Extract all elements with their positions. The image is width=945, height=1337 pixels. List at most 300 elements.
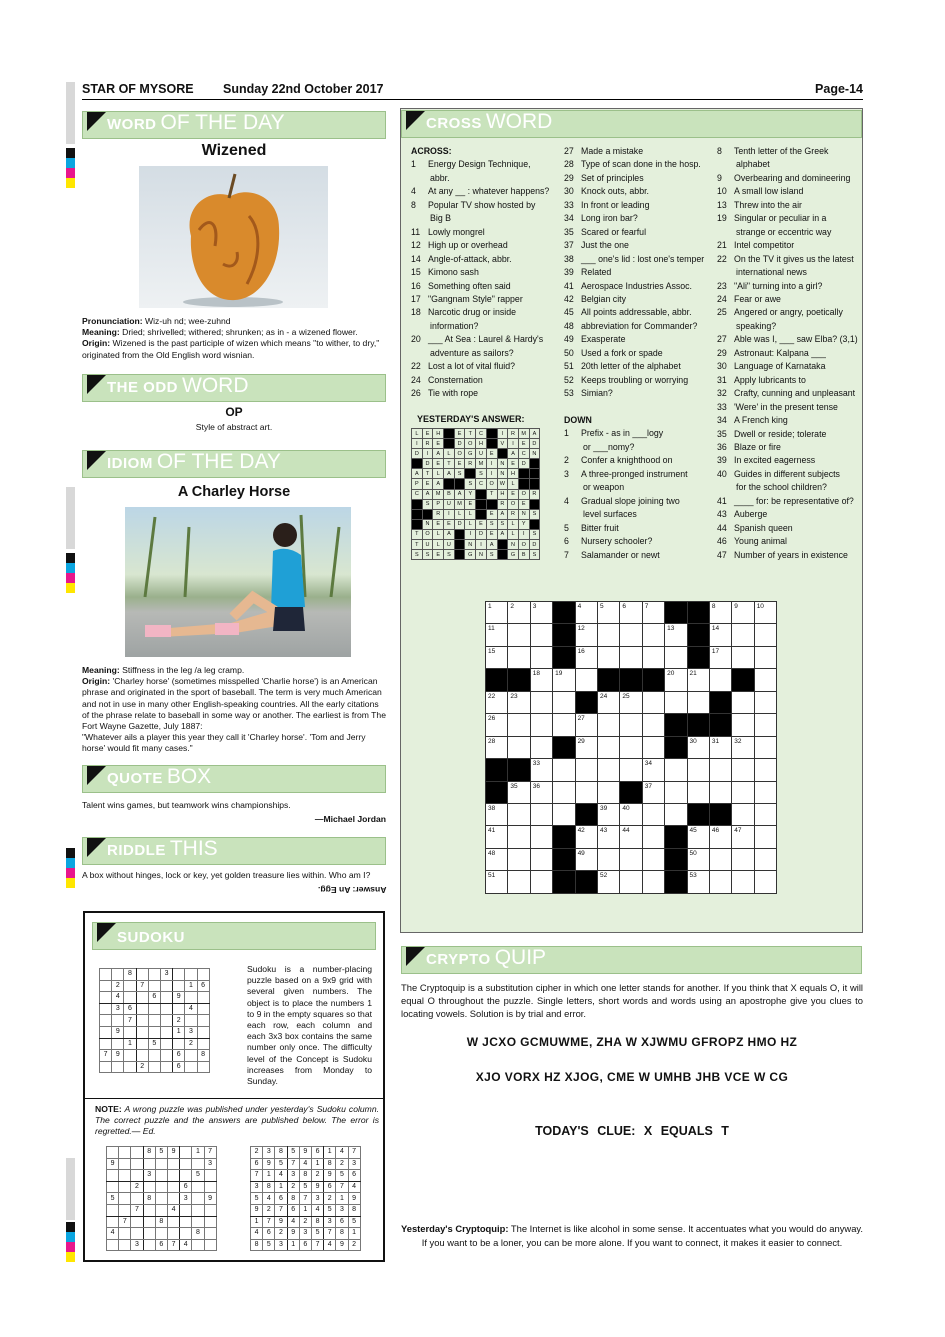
sudoku-cell[interactable]: 4 [185, 1003, 197, 1015]
crossword-cell[interactable]: 48 [486, 848, 508, 870]
crossword-cell[interactable]: 29 [575, 736, 597, 758]
crossword-cell[interactable]: 14 [709, 624, 731, 646]
crossword-cell[interactable] [597, 848, 619, 870]
crossword-cell[interactable] [687, 759, 709, 781]
sudoku-cell[interactable] [160, 980, 172, 992]
sudoku-cell[interactable]: 9 [112, 1026, 124, 1038]
clue-text: Angered or angry, poetically [734, 307, 843, 318]
crossword-cell[interactable] [575, 759, 597, 781]
clue-number: 35 [717, 428, 727, 439]
sudoku-cell[interactable]: 9 [112, 1050, 124, 1062]
answer-cell: W [497, 479, 508, 489]
margin-strip [66, 1158, 75, 1220]
crossword-cell[interactable] [709, 781, 731, 803]
clue [564, 481, 714, 494]
sudoku-cell[interactable] [100, 1038, 112, 1050]
answer-cell [454, 540, 465, 550]
sudoku-cell[interactable] [100, 969, 112, 981]
crossword-cell[interactable] [754, 871, 776, 893]
sudoku-cell[interactable] [100, 992, 112, 1004]
sudoku-cell[interactable]: 6 [173, 1061, 185, 1073]
crossword-cell[interactable] [530, 714, 552, 736]
clue [564, 172, 714, 185]
sudoku-cell: 6 [251, 1158, 263, 1170]
sudoku-cell[interactable]: 9 [173, 992, 185, 1004]
sudoku-cell[interactable] [173, 1038, 185, 1050]
sudoku-cell[interactable] [185, 992, 197, 1004]
crossword-cell[interactable] [530, 736, 552, 758]
crossword-cell[interactable]: 20 [665, 669, 687, 691]
crossword-cell[interactable] [620, 848, 642, 870]
crossword-cell[interactable]: 34 [642, 759, 664, 781]
answer-cell [486, 499, 497, 509]
heading-light: BOX [166, 765, 212, 788]
sudoku-cell[interactable] [197, 1026, 209, 1038]
clue [717, 535, 863, 548]
crossword-cell[interactable]: 13 [665, 624, 687, 646]
crossword-cell[interactable] [508, 826, 530, 848]
sudoku-cell[interactable]: 1 [173, 1026, 185, 1038]
crossword-cell[interactable]: 5 [597, 602, 619, 624]
answer-cell: R [433, 509, 444, 519]
crossword-cell[interactable]: 30 [687, 736, 709, 758]
sudoku-cell [192, 1193, 204, 1205]
crossword-cell[interactable] [620, 871, 642, 893]
clue-text: Belgian city [581, 293, 626, 304]
sudoku-cell[interactable] [160, 1038, 172, 1050]
answer-cell: E [433, 459, 444, 469]
answer-cell: N [422, 519, 433, 529]
crossword-cell[interactable] [553, 714, 575, 736]
crossword-cell[interactable] [754, 736, 776, 758]
sudoku-cell[interactable]: 7 [100, 1050, 112, 1062]
crossword-cell[interactable] [665, 803, 687, 825]
crossword-cell[interactable]: 42 [575, 826, 597, 848]
crossword-cell[interactable] [553, 803, 575, 825]
crossword-cell[interactable] [508, 646, 530, 668]
sudoku-cell[interactable] [148, 1050, 160, 1062]
crossword-cell[interactable] [597, 624, 619, 646]
crossword-cell[interactable] [642, 624, 664, 646]
clue-number: 1 [411, 159, 416, 170]
crossword-cell[interactable] [754, 781, 776, 803]
clue-number: 42 [564, 293, 574, 304]
crossword-cell[interactable]: 52 [597, 871, 619, 893]
crossword-cell[interactable] [732, 848, 754, 870]
sudoku-cell[interactable] [148, 969, 160, 981]
crossword-cell[interactable]: 53 [687, 871, 709, 893]
sudoku-cell[interactable] [173, 1003, 185, 1015]
crossword-cell[interactable] [508, 871, 530, 893]
sudoku-cell[interactable]: 3 [112, 1003, 124, 1015]
crossword-cell[interactable]: 7 [642, 602, 664, 624]
crossword-cell[interactable] [687, 691, 709, 713]
clue-number: 34 [564, 213, 574, 224]
sudoku-cell: 6 [299, 1239, 311, 1251]
crossword-cell[interactable]: 19 [553, 669, 575, 691]
sudoku-cell[interactable] [160, 992, 172, 1004]
answer-cell: V [497, 439, 508, 449]
clue [411, 333, 561, 346]
clue [411, 374, 561, 387]
sudoku-cell [143, 1216, 155, 1228]
crossword-cell[interactable] [508, 714, 530, 736]
crossword-cell[interactable]: 9 [732, 602, 754, 624]
sudoku-cell[interactable]: 7 [136, 980, 148, 992]
crossword-cell[interactable]: 44 [620, 826, 642, 848]
sudoku-cell[interactable]: 1 [124, 1038, 136, 1050]
sudoku-cell: 7 [275, 1204, 287, 1216]
crossword-cell[interactable] [553, 781, 575, 803]
crossword-cell[interactable] [575, 781, 597, 803]
sudoku-cell[interactable]: 6 [124, 1003, 136, 1015]
sudoku-cell: 1 [299, 1204, 311, 1216]
sudoku-cell[interactable] [124, 1050, 136, 1062]
crossword-cell[interactable]: 40 [620, 803, 642, 825]
sudoku-cell: 3 [336, 1204, 348, 1216]
answer-cell: Y [518, 519, 529, 529]
sudoku-cell[interactable] [197, 969, 209, 981]
clue-number: 36 [717, 441, 727, 452]
crossword-cell[interactable] [597, 646, 619, 668]
crossword-cell[interactable]: 28 [486, 736, 508, 758]
sudoku-cell: 9 [324, 1170, 336, 1182]
crossword-cell[interactable]: 32 [732, 736, 754, 758]
answer-cell: N [529, 449, 540, 459]
sudoku-cell[interactable]: 5 [148, 1038, 160, 1050]
crossword-cell[interactable] [732, 691, 754, 713]
crossword-cell[interactable] [642, 871, 664, 893]
sudoku-cell[interactable]: 4 [112, 992, 124, 1004]
crossword-cell[interactable] [508, 736, 530, 758]
crossword-cell[interactable] [709, 669, 731, 691]
sudoku-cell[interactable]: 6 [197, 980, 209, 992]
sudoku-cell: 4 [348, 1181, 360, 1193]
crossword-cell[interactable] [575, 669, 597, 691]
crossword-cell[interactable]: 3 [530, 602, 552, 624]
sudoku-cell: 2 [131, 1181, 143, 1193]
crossword-cell[interactable]: 10 [754, 602, 776, 624]
crossword-cell[interactable]: 17 [709, 646, 731, 668]
black-cell [620, 781, 642, 803]
sudoku-note [95, 1104, 379, 1138]
crossword-cell[interactable] [732, 781, 754, 803]
sudoku-cell: 1 [348, 1228, 360, 1240]
crossword-cell[interactable]: 12 [575, 624, 597, 646]
sudoku-answer-grid [250, 1146, 361, 1251]
sudoku-cell: 3 [324, 1216, 336, 1228]
crossword-cell[interactable]: 43 [597, 826, 619, 848]
crossword-cell[interactable] [642, 646, 664, 668]
answer-cell [476, 499, 487, 509]
crossword-cell[interactable]: 11 [486, 624, 508, 646]
sudoku-cell: 8 [143, 1193, 155, 1205]
crossword-cell[interactable] [665, 691, 687, 713]
heading-bold: QUOTE [107, 770, 163, 787]
crossword-cell[interactable] [530, 871, 552, 893]
crossword-cell[interactable] [530, 826, 552, 848]
sudoku-cell[interactable] [185, 1015, 197, 1027]
answer-cell: R [465, 459, 476, 469]
crossword-cell[interactable] [754, 848, 776, 870]
sudoku-cell[interactable] [100, 1003, 112, 1015]
crossword-cell[interactable]: 2 [508, 602, 530, 624]
crossword-cell[interactable] [620, 646, 642, 668]
sudoku-cell [204, 1239, 216, 1251]
sudoku-cell[interactable] [197, 1003, 209, 1015]
crossword-cell[interactable] [530, 646, 552, 668]
clue-text: Confer a knighthood on [581, 455, 673, 466]
sudoku-cell[interactable] [136, 992, 148, 1004]
crossword-cell[interactable]: 45 [687, 826, 709, 848]
crossword-cell[interactable]: 31 [709, 736, 731, 758]
sudoku-cell[interactable] [100, 1061, 112, 1073]
crossword-cell[interactable] [665, 646, 687, 668]
clue-text: Able was I, ___ saw Elba? (3,1) [734, 334, 858, 345]
black-cell [687, 624, 709, 646]
crossword-cell[interactable] [754, 826, 776, 848]
sudoku-cell: 3 [311, 1193, 323, 1205]
sudoku-cell[interactable] [148, 980, 160, 992]
sudoku-cell[interactable] [173, 969, 185, 981]
clue-text: ___ At Sea : Laurel & Hardy's [428, 334, 544, 345]
crossword-cell[interactable]: 6 [620, 602, 642, 624]
crossword-cell[interactable] [754, 803, 776, 825]
crossword-cell[interactable]: 24 [597, 691, 619, 713]
crossword-cell[interactable] [754, 624, 776, 646]
clue-text: Kimono sash [428, 267, 479, 278]
sudoku-cell: 9 [348, 1193, 360, 1205]
crossword-cell[interactable] [732, 624, 754, 646]
crossword-cell[interactable]: 26 [486, 714, 508, 736]
crossword-cell[interactable]: 16 [575, 646, 597, 668]
sudoku-cell: 7 [348, 1147, 360, 1159]
sudoku-cell[interactable]: 1 [185, 980, 197, 992]
crossword-cell[interactable] [709, 848, 731, 870]
sudoku-cell[interactable]: 6 [148, 992, 160, 1004]
sudoku-cell[interactable] [197, 1015, 209, 1027]
crossword-cell[interactable] [620, 759, 642, 781]
crossword-cell[interactable] [732, 803, 754, 825]
sudoku-cell[interactable] [160, 1061, 172, 1073]
sudoku-cell[interactable] [136, 1003, 148, 1015]
answer-cell: M [476, 459, 487, 469]
crossword-cell[interactable] [754, 691, 776, 713]
crossword-cell[interactable] [530, 691, 552, 713]
clue-text: In front or leading [581, 199, 650, 210]
yesterday-answer-grid [411, 428, 540, 560]
crossword-cell[interactable] [687, 781, 709, 803]
crossword-cell[interactable] [754, 669, 776, 691]
crossword-cell[interactable]: 18 [530, 669, 552, 691]
sudoku-cell[interactable] [112, 1061, 124, 1073]
sudoku-cell[interactable] [148, 1026, 160, 1038]
clue-number: 39 [564, 267, 574, 278]
label: NOTE: [95, 1104, 122, 1114]
crossword-cell[interactable] [553, 691, 575, 713]
crossword-cell[interactable]: 51 [486, 871, 508, 893]
sudoku-cell[interactable] [197, 1038, 209, 1050]
crossword-cell[interactable]: 8 [709, 602, 731, 624]
crossword-cell[interactable] [620, 736, 642, 758]
answer-cell: T [486, 489, 497, 499]
crossword-cell[interactable]: 50 [687, 848, 709, 870]
sudoku-cell[interactable]: 3 [185, 1026, 197, 1038]
crossword-cell[interactable]: 35 [508, 781, 530, 803]
heading-bold: THE ODD [107, 379, 178, 396]
crossword-cell[interactable] [642, 803, 664, 825]
sudoku-cell[interactable] [100, 1015, 112, 1027]
crossword-cell[interactable]: 33 [530, 759, 552, 781]
sudoku-cell[interactable] [124, 1026, 136, 1038]
crossword-cell[interactable] [597, 714, 619, 736]
sudoku-cell [192, 1181, 204, 1193]
sudoku-cell[interactable]: 8 [197, 1050, 209, 1062]
crossword-cell[interactable] [597, 736, 619, 758]
sudoku-cell[interactable] [136, 1015, 148, 1027]
sudoku-grid[interactable] [99, 968, 210, 1073]
sudoku-cell[interactable] [197, 992, 209, 1004]
answer-cell [412, 519, 423, 529]
crossword-cell[interactable]: 21 [687, 669, 709, 691]
crossword-cell[interactable] [665, 781, 687, 803]
crossword-cell[interactable] [642, 714, 664, 736]
clue-text: level surfaces [583, 509, 637, 520]
crossword-cell[interactable] [754, 646, 776, 668]
answer-cell [529, 519, 540, 529]
crossword-cell[interactable]: 47 [732, 826, 754, 848]
sudoku-cell[interactable] [136, 969, 148, 981]
crossword-cell[interactable] [597, 759, 619, 781]
crossword-cell[interactable]: 4 [575, 602, 597, 624]
crossword-cell[interactable] [732, 871, 754, 893]
crossword-cell[interactable] [732, 646, 754, 668]
crossword-cell[interactable]: 36 [530, 781, 552, 803]
crossword-cell[interactable]: 39 [597, 803, 619, 825]
crossword-cell[interactable] [508, 803, 530, 825]
crossword-cell[interactable] [597, 781, 619, 803]
crossword-cell[interactable] [709, 759, 731, 781]
crossword-cell[interactable] [754, 714, 776, 736]
answer-cell: O [518, 540, 529, 550]
crossword-cell[interactable] [732, 714, 754, 736]
sudoku-cell [107, 1181, 119, 1193]
crossword-cell[interactable] [508, 848, 530, 870]
sudoku-cell[interactable] [136, 1026, 148, 1038]
sudoku-cell: 6 [287, 1204, 299, 1216]
clue-number: 31 [717, 374, 727, 385]
crossword-cell[interactable] [553, 759, 575, 781]
sudoku-cell[interactable] [100, 980, 112, 992]
sudoku-cell[interactable] [148, 1015, 160, 1027]
clue-text: Set of principles [581, 172, 644, 183]
sudoku-cell[interactable]: 2 [112, 980, 124, 992]
crossword-cell[interactable] [620, 714, 642, 736]
sudoku-cell[interactable]: 2 [173, 1015, 185, 1027]
crossword-cell[interactable]: 38 [486, 803, 508, 825]
sudoku-cell [119, 1228, 131, 1240]
crossword-cell[interactable]: 49 [575, 848, 597, 870]
crossword-cell[interactable]: 27 [575, 714, 597, 736]
answer-cell [454, 550, 465, 560]
clue [564, 495, 714, 508]
crossword-cell[interactable] [530, 848, 552, 870]
sudoku-cell[interactable]: 2 [185, 1038, 197, 1050]
sudoku-cell[interactable] [197, 1061, 209, 1073]
sudoku-cell[interactable] [112, 1015, 124, 1027]
crossword-cell[interactable]: 25 [620, 691, 642, 713]
sudoku-cell[interactable] [185, 1050, 197, 1062]
crossword-cell[interactable]: 22 [486, 691, 508, 713]
answer-cell [412, 499, 423, 509]
sudoku-cell: 9 [251, 1204, 263, 1216]
sudoku-cell[interactable] [136, 1050, 148, 1062]
sudoku-cell[interactable] [136, 1038, 148, 1050]
crossword-cell[interactable] [754, 759, 776, 781]
sudoku-cell[interactable] [160, 1050, 172, 1062]
sudoku-cell[interactable] [185, 969, 197, 981]
sudoku-cell[interactable] [173, 980, 185, 992]
sudoku-cell[interactable] [112, 969, 124, 981]
sudoku-cell[interactable] [148, 1003, 160, 1015]
crossword-cell[interactable] [732, 759, 754, 781]
crossword-cell[interactable] [508, 624, 530, 646]
crossword-cell[interactable] [620, 624, 642, 646]
crossword-cell[interactable]: 37 [642, 781, 664, 803]
sudoku-cell[interactable] [124, 1061, 136, 1073]
sudoku-cell[interactable]: 8 [124, 969, 136, 981]
sudoku-cell[interactable] [160, 1003, 172, 1015]
answer-cell: I [422, 449, 433, 459]
crossword-cell[interactable] [709, 871, 731, 893]
sudoku-cell[interactable] [124, 992, 136, 1004]
crossword-grid[interactable] [485, 601, 777, 894]
crossword-cell[interactable] [642, 691, 664, 713]
crossword-cell[interactable]: 15 [486, 646, 508, 668]
crossword-cell[interactable]: 46 [709, 826, 731, 848]
crossword-cell[interactable] [642, 848, 664, 870]
sudoku-cell: 2 [348, 1239, 360, 1251]
crossword-cell[interactable]: 41 [486, 826, 508, 848]
sudoku-cell[interactable] [185, 1061, 197, 1073]
sudoku-cell[interactable] [124, 980, 136, 992]
crossword-cell[interactable] [530, 803, 552, 825]
sudoku-cell[interactable] [160, 1015, 172, 1027]
clue-number: 29 [564, 172, 574, 183]
crossword-cell[interactable]: 23 [508, 691, 530, 713]
sudoku-cell: 8 [336, 1228, 348, 1240]
black-cell [553, 624, 575, 646]
clue [717, 495, 863, 508]
crossword-cell[interactable] [665, 759, 687, 781]
sudoku-cell: 9 [263, 1158, 275, 1170]
sudoku-cell[interactable] [160, 1026, 172, 1038]
sudoku-cell[interactable] [112, 1038, 124, 1050]
crossword-cell[interactable] [642, 826, 664, 848]
crossword-cell[interactable]: 1 [486, 602, 508, 624]
sudoku-cell: 8 [348, 1204, 360, 1216]
black-cell [687, 602, 709, 624]
sudoku-cell[interactable]: 3 [160, 969, 172, 981]
crossword-cell[interactable] [530, 624, 552, 646]
sudoku-cell[interactable]: 7 [124, 1015, 136, 1027]
crossword-cell[interactable] [642, 736, 664, 758]
sudoku-cell[interactable]: 2 [136, 1061, 148, 1073]
answer-cell: O [422, 529, 433, 539]
sudoku-cell[interactable] [100, 1026, 112, 1038]
sudoku-cell[interactable]: 6 [173, 1050, 185, 1062]
sudoku-cell[interactable] [148, 1061, 160, 1073]
